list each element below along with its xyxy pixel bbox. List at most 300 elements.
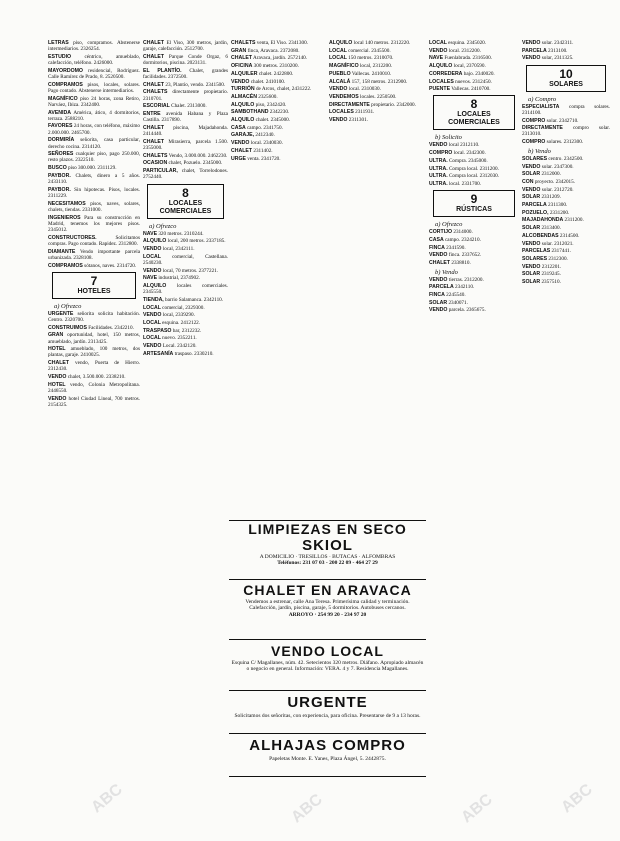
- entry-text: Mirasierra, parcela 1.500. 2355000.: [143, 138, 228, 152]
- classified-entry: [143, 231, 228, 237]
- entry-text: amueblado, 100 metros, dos plantas, garaje. 2410025.: [48, 346, 140, 359]
- column-1: [48, 40, 140, 800]
- classified-entry: [48, 374, 140, 380]
- entry-keyword: POZUELO,: [522, 209, 549, 216]
- classified-entry: [48, 40, 140, 52]
- entry-keyword: VENDO: [522, 263, 541, 270]
- entry-keyword: ALQUILO: [329, 40, 353, 46]
- classified-entry: [329, 48, 426, 54]
- classified-entry: [143, 312, 228, 318]
- classified-entry: [231, 48, 326, 54]
- classified-entry: [522, 225, 610, 231]
- classified-entry: [329, 71, 426, 77]
- classified-entry: [329, 55, 426, 61]
- entry-text: nuevos. 2312450.: [453, 78, 492, 85]
- classified-entry: [143, 89, 228, 101]
- entry-keyword: PAYBOR.: [48, 186, 71, 193]
- entry-text: 24 horas, con teléfono, máximo 2.000.000. 2465700.: [48, 123, 140, 136]
- entry-text: 2331209.: [540, 194, 561, 201]
- classified-entry: [48, 68, 140, 80]
- classified-entry: [522, 264, 610, 270]
- classified-entry: [231, 140, 326, 146]
- entry-keyword: CHALET: [429, 259, 451, 266]
- entry-text: local, 2370590.: [452, 63, 486, 70]
- entry-keyword: TRASPASO: [143, 327, 172, 334]
- entry-keyword: LOCAL: [329, 55, 347, 62]
- classified-entry: [522, 118, 610, 124]
- entry-keyword: CHALETS: [143, 152, 168, 159]
- entry-keyword: LOCAL: [329, 47, 347, 54]
- classified-entry: [143, 111, 228, 123]
- entry-keyword: NAVE: [143, 275, 158, 282]
- classified-entry: [329, 63, 426, 69]
- entry-text: 2342110.: [453, 284, 475, 291]
- classified-entry: [522, 48, 610, 54]
- entry-keyword: VENDO: [48, 374, 67, 381]
- entry-text: pisos, naves, solares, chalets, tiendas. 2331000.: [48, 200, 140, 213]
- entry-keyword: ESPECIALISTA: [522, 103, 560, 110]
- entry-keyword: SOLAR: [522, 194, 541, 201]
- classified-entry: [48, 54, 140, 66]
- classified-entry: [429, 252, 519, 258]
- entry-text: 2311402.: [252, 147, 273, 154]
- subsection-label: b) Vendo: [528, 147, 551, 155]
- entry-text: 2338810.: [450, 259, 471, 266]
- entry-keyword: ULTRA.: [429, 173, 448, 180]
- entry-text: compro solar. 2313010.: [522, 125, 610, 138]
- classified-entry: [143, 283, 228, 295]
- classified-entry: [143, 153, 228, 159]
- ad-vendo-local: VENDO LOCAL Esquina C/ Magallanes, núm. 42. Setecientos 320 metros. Diáfano. Apropiado almacén o negocio en general. Información: VERA. 4 y 7. Residencia Magallanes.: [229, 642, 426, 691]
- entry-keyword: ALQUILO: [231, 101, 255, 108]
- classified-entry: [522, 55, 610, 61]
- entry-text: céntrico, amueblado, calefacción, teléfono. 2426000.: [48, 53, 140, 67]
- entry-text: Fuenlabrada. 2316500.: [443, 55, 493, 62]
- watermark: ABC: [88, 780, 126, 817]
- entry-text: 2311301.: [347, 117, 369, 124]
- entry-text: Para su construcción en Madrid, tenemos los mejores pisos. 2345012.: [48, 214, 140, 233]
- entry-keyword: VENDO: [522, 163, 541, 170]
- entry-text: solar. 2342710.: [545, 117, 579, 124]
- entry-text: 2342230.: [268, 109, 290, 116]
- entry-keyword: GRAN: [231, 47, 247, 54]
- entry-text: 157, 158 metros. 2312900.: [350, 78, 408, 85]
- entry-text: comercial, 2329300.: [160, 304, 205, 311]
- entry-text: chalet. 2422800.: [257, 70, 294, 77]
- classified-entry: [48, 123, 140, 135]
- ad-urgente: URGENTE Solicitamos dos señoritas, con experiencia, para oficina. Presentarse de 9 a 13 horas.: [229, 693, 426, 734]
- entry-keyword: TIENDA,: [143, 296, 164, 303]
- entry-keyword: CONSTRUIMOS: [48, 324, 87, 331]
- entry-text: comercial, Castellana. 2540230.: [143, 253, 228, 266]
- classified-entry: [429, 40, 519, 46]
- entry-keyword: LOCALES: [429, 78, 454, 85]
- entry-keyword: ALQUILO: [429, 63, 453, 70]
- watermark: ABC: [288, 790, 326, 827]
- entry-text: 2319245.: [540, 271, 561, 278]
- entry-text: solar. 2312021.: [540, 240, 574, 247]
- entry-text: 2311300.: [546, 202, 568, 209]
- entry-keyword: PUENTE: [429, 86, 451, 93]
- classified-entry: [429, 173, 519, 179]
- classified-entry: [522, 194, 610, 200]
- entry-text: Vallecas. 2410010.: [350, 70, 392, 77]
- entry-text: 2245540.: [444, 292, 466, 299]
- entry-keyword: ARTESANÍA: [143, 350, 174, 357]
- entry-text: chalet, 3.500.000. 2338210.: [66, 374, 126, 381]
- entry-text: 320 metros. 2310244.: [157, 230, 204, 237]
- section-header-locales: 8 LOCALES COMERCIALES: [147, 184, 224, 219]
- entry-keyword: COMPRO: [522, 139, 546, 146]
- classified-entry: [48, 235, 140, 247]
- classified-entry: [231, 63, 326, 69]
- entry-text: 2357510.: [540, 279, 561, 286]
- entry-text: local, 2312200.: [358, 63, 393, 70]
- classified-entry: [429, 292, 519, 298]
- classified-entry: [522, 125, 610, 137]
- classified-entry: [429, 245, 519, 251]
- entry-text: piso, compramos. Abstenerse intermediarios. 2326254.: [48, 40, 140, 53]
- entry-text: 23, Plantío, vendo. 2341500.: [164, 81, 226, 88]
- classified-entry: [143, 351, 228, 357]
- entry-keyword: DIAMANTE: [48, 248, 76, 255]
- entry-text: locales comerciales. 2345550.: [143, 282, 228, 296]
- entry-text: 2412340.: [254, 132, 275, 139]
- subsection-label: a) Ofrezco: [435, 221, 463, 229]
- classified-entry: [48, 165, 140, 171]
- classified-entry: [143, 305, 228, 311]
- entry-keyword: LOCAL: [143, 320, 161, 326]
- classified-entry: [48, 151, 140, 163]
- column-6: [522, 40, 610, 810]
- classified-entry: [143, 103, 228, 109]
- classified-entry: [143, 125, 228, 137]
- entry-text: local. 2312200.: [447, 47, 481, 54]
- entry-keyword: ENTRE: [143, 111, 161, 118]
- entry-keyword: COMPRO: [429, 150, 453, 157]
- entry-text: industrial, 2374902.: [157, 275, 200, 282]
- classified-entry: [522, 241, 610, 247]
- classified-entry: [522, 202, 610, 208]
- classified-entry: [143, 343, 228, 349]
- classified-entry: [429, 79, 519, 85]
- classified-entry: [522, 179, 610, 185]
- entry-keyword: DORMIRÍA: [48, 137, 75, 144]
- classified-entry: [429, 284, 519, 290]
- entry-text: campo. 2341750.: [245, 124, 283, 131]
- classified-entry: [429, 150, 519, 156]
- entry-keyword: MAJADAHONDA: [522, 217, 564, 224]
- entry-text: de Arcos, chalet, 2431222.: [254, 86, 312, 93]
- classified-entry: [48, 332, 140, 344]
- classified-entry: [429, 307, 519, 313]
- subsection-label: a) Ofrezco: [54, 302, 82, 310]
- classified-entry: [231, 40, 326, 46]
- classified-entry: [429, 277, 519, 283]
- entry-keyword: SOLARES: [522, 255, 548, 262]
- classified-entry: [143, 68, 228, 80]
- classified-entry: [231, 79, 326, 85]
- classified-entry: [522, 171, 610, 177]
- classified-entry: [429, 86, 519, 92]
- entry-text: solar. 2312720.: [540, 186, 574, 193]
- entry-text: Parque Conde Orgaz, 6 dormitorios, piscina. 2023131.: [143, 53, 228, 67]
- classified-entry: [329, 109, 426, 115]
- classified-entry: [48, 382, 140, 394]
- entry-keyword: ULTRA.: [429, 180, 448, 187]
- column-3: [231, 40, 326, 510]
- classified-entry: [48, 110, 140, 122]
- subsection-label: a) Compro: [528, 95, 557, 103]
- classified-entry: [522, 104, 610, 116]
- entry-keyword: CHALET: [143, 124, 165, 131]
- entry-text: compra solares. 2314100.: [522, 103, 610, 116]
- classified-entry: [429, 229, 519, 235]
- entry-keyword: DIRECTAMENTE: [329, 101, 370, 108]
- classified-entry: [48, 201, 140, 213]
- classified-entry: [329, 79, 426, 85]
- ad-alhajas: ALHAJAS COMPRO Papeletas Monte. E. Yanes, Plaza Ángel, 5. 2442875.: [229, 736, 426, 777]
- classified-entry: [143, 275, 228, 281]
- classified-entry: [48, 325, 140, 331]
- entry-keyword: PARTICULAR,: [143, 168, 178, 175]
- entry-keyword: LOCAL: [143, 253, 161, 260]
- section-header-hoteles: 7 HOTELES: [52, 272, 136, 299]
- entry-text: residencial, Rodríguez. Calle Ramírez de Prado, 8. 2520500.: [48, 67, 140, 81]
- classified-entry: [231, 109, 326, 115]
- entry-text: Local. 2342120.: [161, 343, 197, 350]
- entry-text: El Viso, 300 metros, jardín, garaje, calefacción. 2512700.: [143, 40, 228, 53]
- entry-keyword: CHALETS: [231, 40, 256, 46]
- entry-keyword: CHALET: [143, 81, 165, 88]
- classified-entry: [329, 102, 426, 108]
- classified-entry: [429, 71, 519, 77]
- entry-keyword: CASA: [231, 124, 246, 131]
- entry-text: chalet. 2345000.: [254, 117, 291, 124]
- entry-keyword: VENDO: [329, 117, 348, 124]
- entry-keyword: NECESITAMOS: [48, 200, 86, 207]
- classified-entry: [329, 117, 426, 123]
- entry-text: 2313400.: [540, 225, 561, 232]
- section-header-locales-solicito: 8 LOCALES COMERCIALES: [433, 95, 515, 130]
- classified-entry: [231, 55, 326, 61]
- classified-entry: [48, 263, 140, 269]
- entry-keyword: OCASION: [143, 160, 168, 167]
- entry-text: piso 300.000. 2311129.: [66, 165, 117, 172]
- ad-limpiezas: LIMPIEZAS EN SECO SKIOL A DOMICILIO · TRESILLOS · BUTACAS · ALFOMBRAS Teléfonos: 231 07 03 - 200 22 09 - 464 27 29: [229, 520, 426, 580]
- entry-keyword: URGENTE: [48, 310, 74, 317]
- classified-entry: [143, 168, 228, 180]
- entry-text: 2313100.: [546, 47, 568, 54]
- entry-text: esquina. 2345020.: [446, 40, 487, 46]
- classified-entry: [231, 102, 326, 108]
- classified-entry: [429, 55, 519, 61]
- entry-text: 2331200.: [548, 209, 570, 216]
- classified-entry: [429, 181, 519, 187]
- entry-text: Chalets, dinero a 5 años. 2433110.: [48, 172, 140, 186]
- entry-text: 2325600.: [256, 93, 278, 100]
- classified-entry: [429, 300, 519, 306]
- entry-text: sótanos, naves. 2314720.: [82, 262, 137, 269]
- entry-keyword: VENDO: [231, 78, 250, 85]
- entry-keyword: NAVE: [143, 230, 158, 237]
- entry-keyword: CASA: [429, 236, 444, 243]
- classified-entry: [48, 360, 140, 372]
- entry-text: Chalet. 2313000.: [169, 103, 207, 110]
- entry-text: venta. 2341720.: [246, 155, 281, 162]
- entry-text: local, 70 metros. 2377221.: [161, 267, 219, 274]
- entry-text: 2314500.: [558, 232, 580, 239]
- entry-keyword: PARCELA: [522, 47, 547, 54]
- entry-text: esquina. 2412122.: [160, 320, 201, 326]
- entry-text: locales. 2250500.: [358, 93, 397, 100]
- watermark: ABC: [458, 790, 496, 827]
- classified-entry: [429, 142, 519, 148]
- entry-text: propietario. 2342000.: [369, 101, 416, 108]
- entry-text: Vendo importante parcela urbanizada. 2328108.: [48, 248, 140, 261]
- classified-entry: [143, 268, 228, 274]
- entry-text: chalet, Pozuelo. 2345000.: [167, 160, 223, 167]
- classified-entry: [48, 396, 140, 408]
- entry-text: local 2312110.: [447, 142, 480, 149]
- entry-keyword: VENDO: [143, 245, 162, 252]
- entry-keyword: ULTRA.: [429, 165, 448, 172]
- entry-keyword: PARCELAS: [522, 248, 551, 255]
- entry-keyword: LOCALES: [329, 109, 354, 116]
- entry-keyword: CHALET: [48, 360, 70, 367]
- entry-keyword: MAGNÍFICO: [329, 63, 359, 70]
- entry-keyword: ALCOBENDAS: [522, 232, 559, 239]
- subsection-label: a) Ofrezco: [149, 222, 177, 230]
- entry-keyword: CONSTRUCTORES.: [48, 234, 97, 241]
- entry-text: local. 2310030.: [347, 86, 381, 93]
- entry-keyword: LOCAL: [429, 40, 447, 46]
- entry-text: nuevo. 2352211.: [160, 335, 197, 342]
- entry-text: Vendo, 3.000.000. 2462230.: [167, 152, 228, 159]
- entry-keyword: VENDO: [143, 312, 162, 319]
- classified-entry: [522, 156, 610, 162]
- entry-keyword: VENDO: [522, 186, 541, 193]
- entry-keyword: HOTEL: [48, 346, 66, 353]
- entry-keyword: SOLAR: [429, 299, 448, 306]
- entry-text: 300 metros. 2310200.: [252, 63, 299, 70]
- entry-text: local, 2342111.: [161, 245, 195, 252]
- entry-text: hotel Ciudad Lineal, 700 metros. 2154325.: [48, 395, 140, 408]
- entry-text: señorita, casa particular, derecho cocina. 2314120.: [48, 137, 140, 150]
- classified-entry: [48, 249, 140, 261]
- entry-keyword: FINCA: [429, 244, 445, 251]
- entry-text: 2317441.: [550, 248, 571, 255]
- classified-entry: [143, 297, 228, 303]
- classified-entry: [48, 82, 140, 94]
- classified-entry: [143, 238, 228, 244]
- entry-keyword: SOLARES: [522, 155, 548, 162]
- entry-keyword: ESTUDIO: [48, 53, 72, 60]
- entry-text: señorita solicita habitación. Centro. 2320700.: [48, 310, 140, 323]
- classified-entry: [429, 237, 519, 243]
- entry-text: piso 24 horas, zona Retiro, Narváez, Ibiza. 2342400.: [48, 95, 140, 108]
- entry-text: Vallecas. 2410700.: [450, 86, 491, 93]
- entry-text: 150 metros. 2310070.: [346, 55, 394, 62]
- entry-text: local. 2331700.: [447, 180, 482, 187]
- classified-entry: [143, 320, 228, 326]
- entry-text: barrio Salamanca. 2342110.: [163, 296, 224, 303]
- entry-text: tierras. 2312200.: [447, 276, 484, 283]
- entry-text: chalet. 2410100.: [249, 78, 286, 85]
- entry-keyword: SOLAR: [522, 225, 541, 232]
- classified-entry: [48, 187, 140, 199]
- entry-keyword: PAYBOR.: [48, 172, 71, 179]
- entry-keyword: COMPRAMOS: [48, 81, 83, 88]
- entry-keyword: ALQUILO: [143, 282, 167, 289]
- entry-text: solar. 2347300.: [540, 163, 574, 170]
- entry-keyword: BUSCO: [48, 165, 67, 172]
- classified-entry: [522, 233, 610, 239]
- entry-text: 2311200.: [563, 217, 584, 224]
- classified-entry: [231, 125, 326, 131]
- entry-text: bajo. 2340020.: [462, 70, 495, 77]
- entry-keyword: FINCA: [429, 292, 445, 299]
- entry-text: local. 2342300.: [452, 150, 486, 157]
- entry-text: pisos, locales, solares. Pago contado. Abstenerse intermediarios.: [48, 81, 140, 94]
- entry-text: 2340071.: [447, 299, 468, 306]
- entry-text: América, ático, 4 dormitorios, terraza. 2588210.: [48, 109, 140, 122]
- classified-entry: [48, 96, 140, 108]
- entry-text: piscina, Majadahonda. 2414440.: [143, 124, 228, 138]
- classified-entry: [429, 260, 519, 266]
- entry-keyword: NAVE: [429, 55, 444, 62]
- classified-entry: [522, 139, 610, 145]
- classified-entry: [231, 156, 326, 162]
- entry-keyword: CHALET: [143, 40, 165, 46]
- entry-keyword: URGE: [231, 155, 246, 162]
- entry-keyword: SEÑORES: [48, 151, 74, 158]
- entry-text: cualquier piso, pago 250.000, resto plazos. 2322510.: [48, 151, 140, 164]
- column-2: [143, 40, 228, 800]
- classified-entry: [522, 248, 610, 254]
- entry-text: solar. 2342311.: [540, 40, 574, 46]
- entry-text: proyecto. 2342015.: [533, 178, 576, 185]
- classified-entry: [48, 215, 140, 234]
- ad-chalet-aravaca: CHALET EN ARAVACA Vendemos a estrenar, calle Ana Teresa. Primerísima calidad y terminación. Calefacción, jardín, piscina, garaje, 5 dormitorios. Autobuses cercanos. ARROYO · 254 99 20 - 234 97 20: [229, 581, 426, 640]
- entry-keyword: INGENIEROS: [48, 214, 81, 221]
- entry-keyword: CHALET: [143, 138, 165, 145]
- classified-entry: [143, 335, 228, 341]
- entry-text: campo. 2324210.: [443, 236, 481, 243]
- entry-keyword: CHALET: [231, 147, 253, 154]
- entry-keyword: VENDO: [429, 142, 448, 149]
- entry-text: venta, El Viso. 2341300.: [255, 40, 308, 46]
- entry-text: 2314000.: [452, 229, 473, 236]
- classified-entry: [522, 256, 610, 262]
- classified-entry: [143, 254, 228, 266]
- entry-text: Chalet, grandes facilidades. 2372500.: [143, 67, 228, 81]
- classified-entry: [522, 210, 610, 216]
- entry-text: 2312300.: [547, 255, 568, 262]
- entry-text: oportunidad, hotel, 150 metros, amueblado, jardín. 2313425.: [48, 332, 140, 345]
- entry-keyword: COMPRAMOS: [48, 262, 83, 269]
- entry-text: Compra local. 2311200.: [447, 165, 499, 172]
- entry-text: 2312201.: [540, 263, 562, 270]
- entry-text: parcela. 2365675.: [447, 307, 486, 314]
- entry-keyword: GRAN: [48, 332, 64, 339]
- entry-keyword: LOCAL: [143, 335, 161, 342]
- entry-text: 2341590.: [444, 244, 466, 251]
- classified-entry: [143, 82, 228, 88]
- entry-text: finca. 2337652.: [447, 252, 482, 259]
- entry-keyword: PUEBLO: [329, 70, 351, 77]
- entry-text: local 140 metros. 2312220.: [352, 40, 411, 46]
